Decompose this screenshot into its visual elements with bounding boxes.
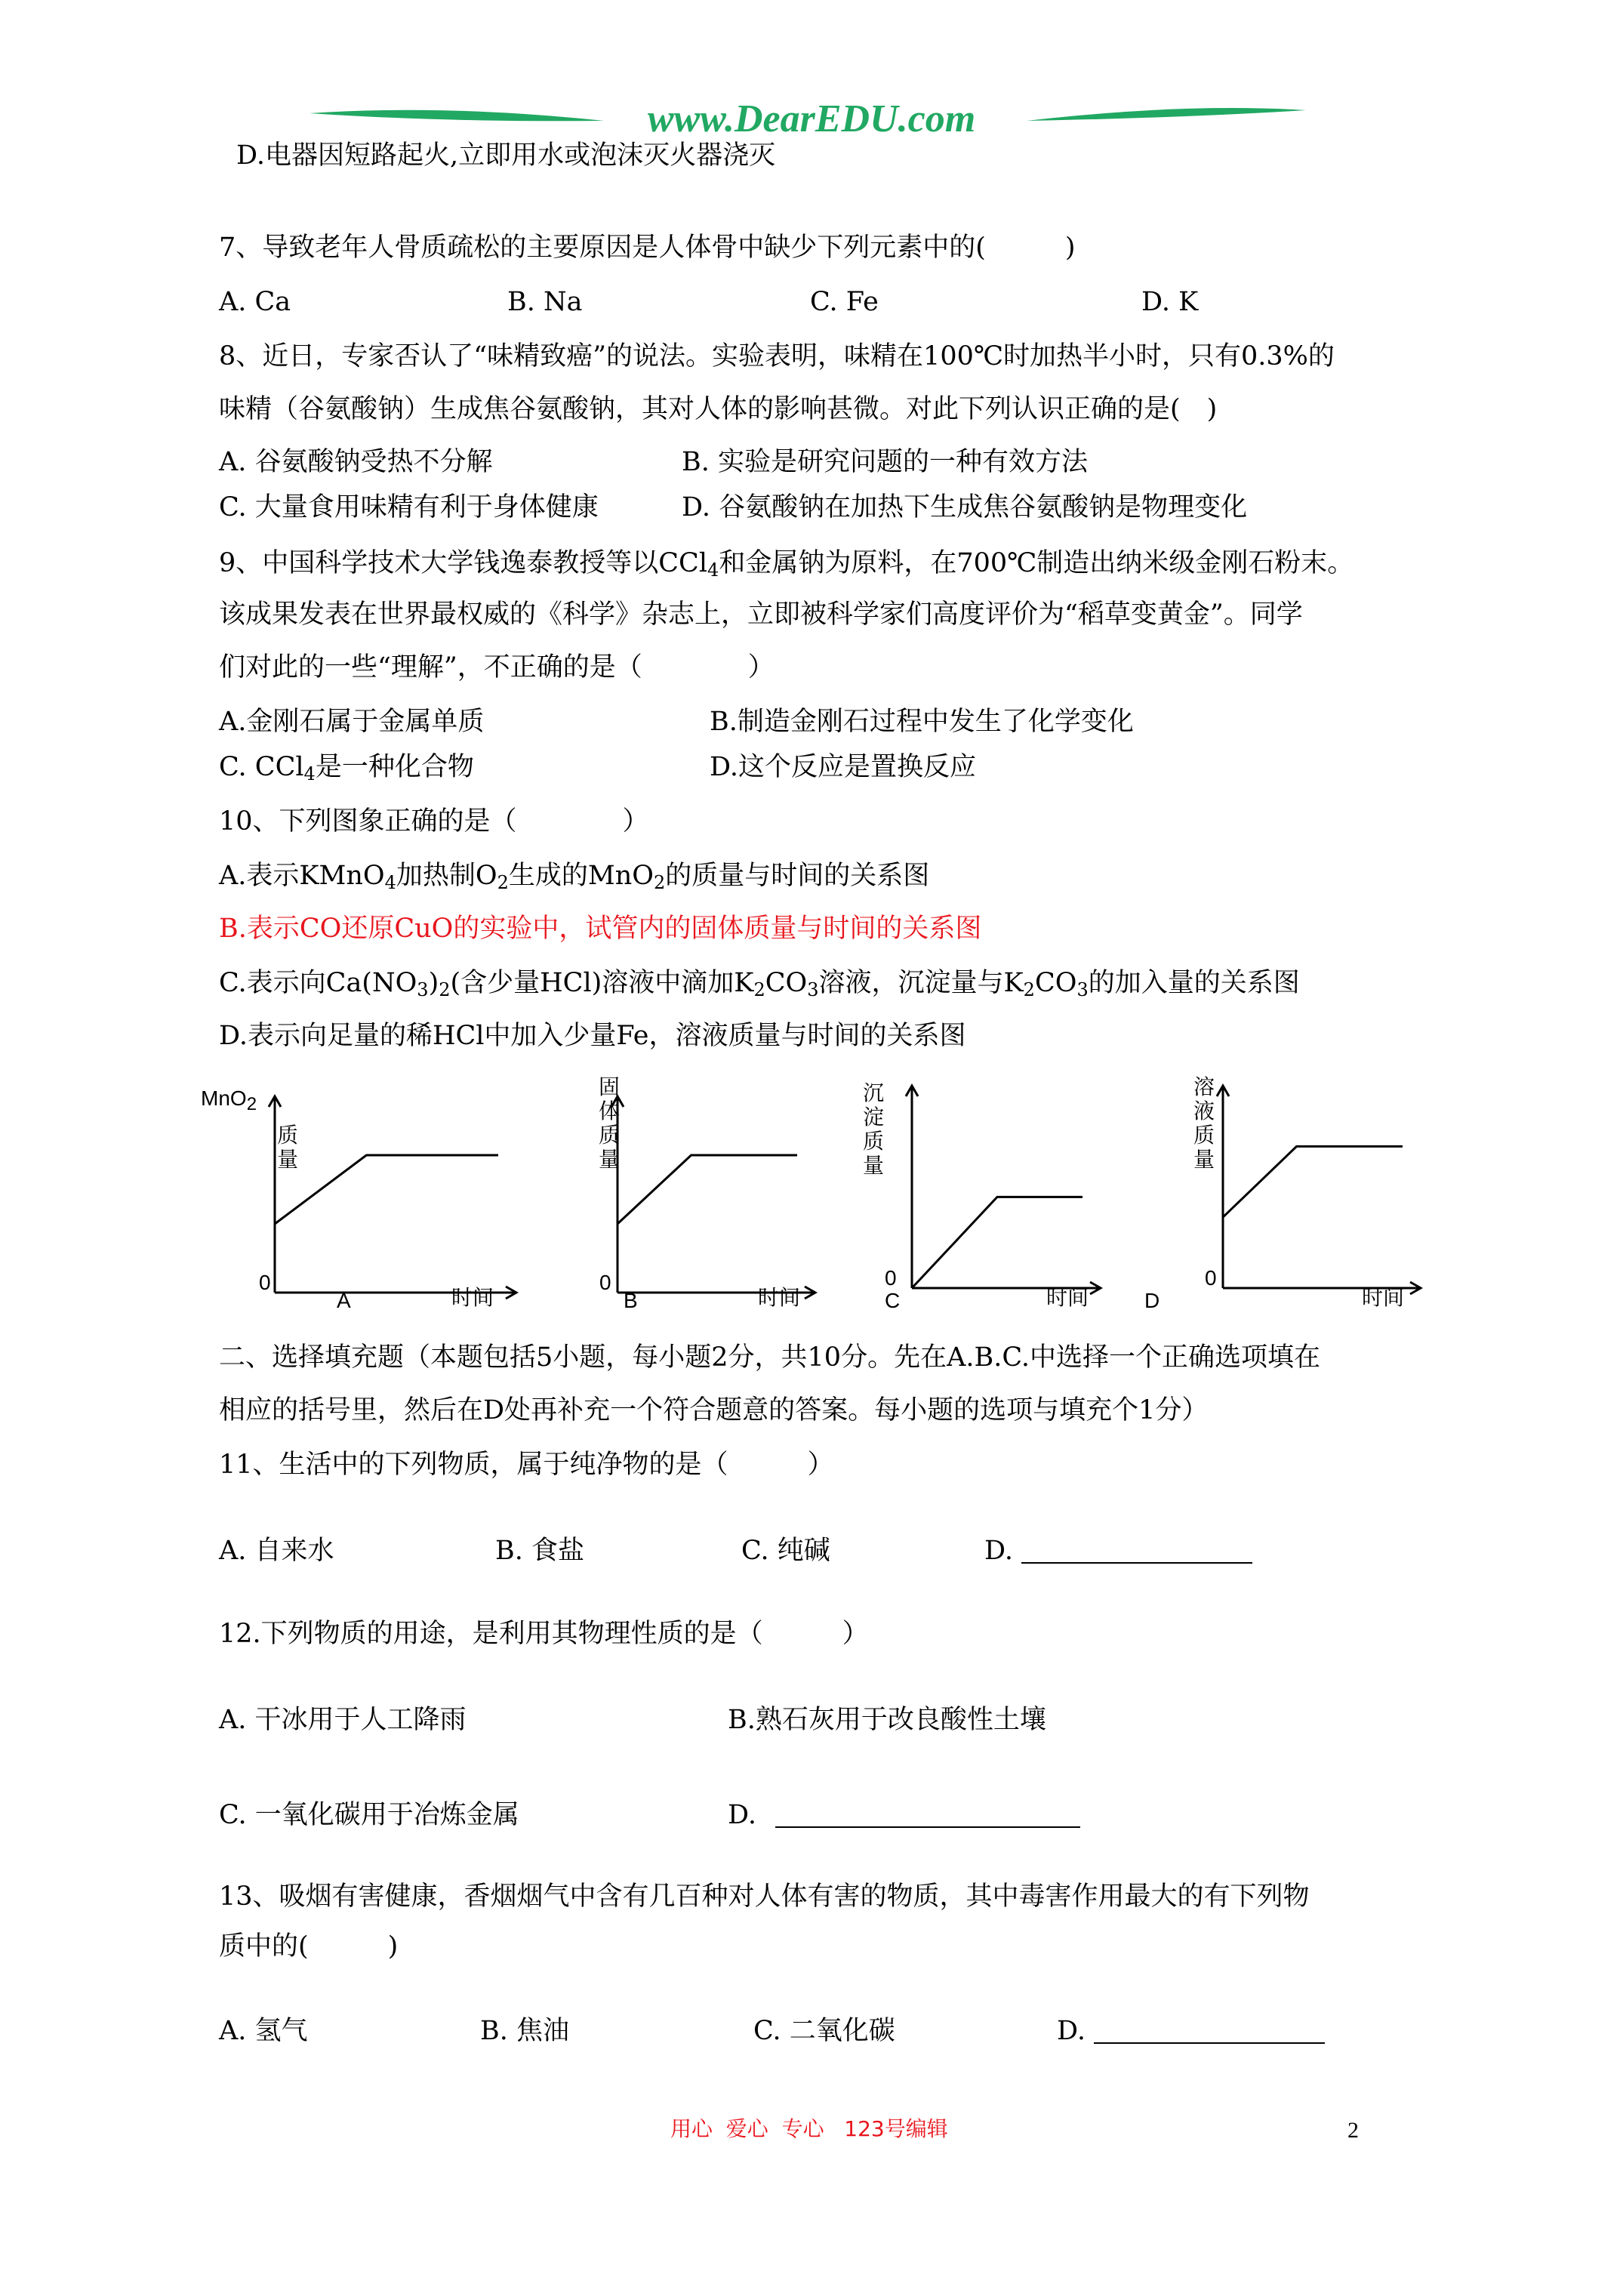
q8-option-d: D. 谷氨酸钠在加热下生成焦谷氨酸钠是物理变化 — [682, 492, 1248, 522]
chart-a-origin: 0 — [259, 1271, 271, 1294]
logo-text: www.DearEDU.com — [647, 97, 976, 140]
q13-answer-blank[interactable] — [1094, 2020, 1325, 2044]
q7-option-b: B. Na — [507, 287, 583, 317]
chart-a-xlabel: 时间 — [451, 1286, 494, 1309]
page-number: 2 — [1347, 2118, 1359, 2143]
q11-option-c: C. 纯碱 — [741, 1536, 830, 1566]
q8-option-a: A. 谷氨酸钠受热不分解 — [219, 447, 493, 477]
chart-b-xlabel: 时间 — [758, 1286, 801, 1309]
chart-d-xlabel: 时间 — [1362, 1286, 1405, 1309]
q9-option-a: A.金刚石属于金属单质 — [219, 707, 485, 737]
chart-c-letter: C — [885, 1289, 901, 1312]
q11-option-a: A. 自来水 — [219, 1536, 334, 1566]
q11-stem: 11、生活中的下列物质，属于纯净物的是（ ） — [219, 1450, 834, 1480]
chart-b-series-line — [617, 1155, 797, 1224]
q13-stem-2: 质中的( ) — [219, 1931, 399, 1962]
q9-stem-1: 9、中国科学技术大学钱逸泰教授等以CCl$_4$和金属钠为原料，在700℃制造出纳米级金刚石粉末。 — [219, 548, 1354, 581]
q11-option-d: D. — [984, 1534, 1252, 1567]
chart-c-xlabel: 时间 — [1046, 1286, 1089, 1309]
chart-b-ylabel: 固体质量 — [598, 1074, 620, 1172]
chart-d-letter: D — [1144, 1289, 1160, 1312]
q8-option-c: C. 大量食用味精有利于身体健康 — [219, 492, 599, 522]
footer-slogan: 用心 爱心 专心 123号编辑 — [670, 2116, 948, 2141]
chart-c-origin: 0 — [885, 1266, 897, 1290]
chart-d-ylabel: 溶液质量 — [1193, 1074, 1215, 1172]
q9-stem-3: 们对此的一些“理解”，不正确的是（ ） — [219, 652, 775, 683]
q9-option-b: B.制造金刚石过程中发生了化学变化 — [710, 707, 1134, 737]
q9-option-c: C. CCl$_4$是一种化合物 — [219, 752, 474, 784]
q12-option-b: B.熟石灰用于改良酸性土壤 — [728, 1705, 1046, 1735]
q9-stem-2: 该成果发表在世界最权威的《科学》杂志上，立即被科学家们高度评价为“稻草变黄金”。同学 — [219, 599, 1303, 630]
q8-stem-1: 8、近日，专家否认了“味精致癌”的说法。实验表明，味精在100℃时加热半小时，只有0.3%的 — [219, 341, 1335, 371]
q13-stem-1: 13、吸烟有害健康，香烟烟气中含有几百种对人体有害的物质，其中毒害作用最大的有下列物 — [219, 1881, 1310, 1912]
q6-option-d: D.电器因短路起火,立即用水或泡沫灭火器浇灭 — [236, 140, 776, 171]
q12-option-a: A. 干冰用于人工降雨 — [219, 1705, 467, 1735]
q8-stem-2: 味精（谷氨酸钠）生成焦谷氨酸钠，其对人体的影响甚微。对此下列认识正确的是( ) — [219, 394, 1218, 424]
q12-option-d: D. — [728, 1798, 1080, 1832]
q11-option-b: B. 食盐 — [495, 1536, 584, 1566]
chart-b-letter: B — [624, 1289, 638, 1312]
q8-option-b: B. 实验是研究问题的一种有效方法 — [682, 447, 1088, 477]
section2-intro-1: 二、选择填充题（本题包括5小题，每小题2分，共10分。先在A.B.C.中选择一个正确选项填在 — [219, 1342, 1320, 1373]
q11-answer-blank[interactable] — [1021, 1539, 1252, 1564]
chart-a-ylabel-prefix: MnO$_2$ — [201, 1086, 257, 1114]
header-logo — [294, 97, 1321, 142]
chart-c-ylabel: 沉淀质量 — [862, 1080, 884, 1178]
chart-c-series-line — [912, 1197, 1083, 1288]
chart-d-origin: 0 — [1205, 1266, 1217, 1290]
q12-answer-blank[interactable] — [775, 1804, 1080, 1828]
section2-intro-2: 相应的括号里，然后在D处再补充一个符合题意的答案。每小题的选项与填充个1分） — [219, 1395, 1209, 1425]
q7-stem: 7、导致老年人骨质疏松的主要原因是人体骨中缺少下列元素中的( ) — [219, 233, 1076, 263]
q13-option-d: D. — [1057, 2014, 1325, 2048]
q12-option-c: C. 一氧化碳用于冶炼金属 — [219, 1800, 519, 1830]
q10-option-c: C.表示向$Ca(NO_3)_2$(含少量HCl)溶液中滴加$K_2CO_3$溶液，沉淀量与$K_2CO_3$的加入量的关系图 — [219, 968, 1300, 1000]
q13-option-a: A. 氢气 — [219, 2016, 308, 2046]
q10-option-a: A.表示KMnO$_4$加热制$O_2$生成的MnO$_2$的质量与时间的关系图 — [219, 861, 930, 893]
q7-option-a: A. Ca — [219, 287, 291, 317]
chart-d-series-line — [1223, 1146, 1403, 1217]
q9-option-d: D.这个反应是置换反应 — [710, 752, 976, 782]
chart-a-series-line — [275, 1155, 498, 1224]
q10-stem: 10、下列图象正确的是（ ） — [219, 806, 649, 837]
q7-option-c: C. Fe — [810, 287, 879, 317]
q13-option-c: C. 二氧化碳 — [753, 2016, 895, 2046]
q13-option-b: B. 焦油 — [480, 2016, 569, 2046]
chart-b-origin: 0 — [599, 1271, 611, 1294]
q10-option-b: B.表示CO还原CuO的实验中，试管内的固体质量与时间的关系图 — [219, 914, 982, 944]
q12-stem: 12.下列物质的用途，是利用其物理性质的是（ ） — [219, 1619, 869, 1649]
chart-a-ylabel: 质量 — [276, 1123, 298, 1172]
q10-option-d: D.表示向足量的稀HCl中加入少量Fe，溶液质量与时间的关系图 — [219, 1021, 966, 1051]
q7-option-d: D. K — [1141, 287, 1199, 317]
chart-a-letter: A — [337, 1289, 351, 1312]
